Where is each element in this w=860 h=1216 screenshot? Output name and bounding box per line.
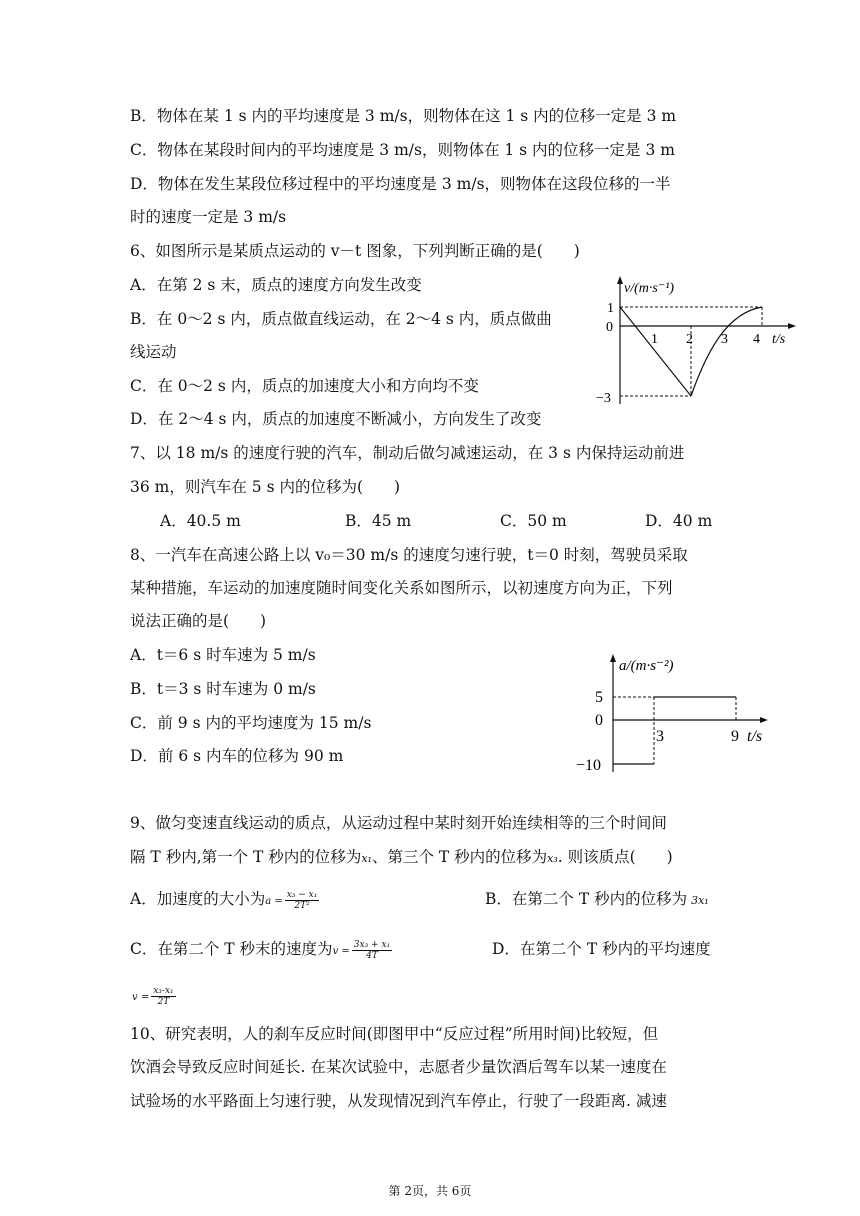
q9-stem-part-c: . 则该质点( ) — [557, 848, 673, 866]
q9-option-c-text: C．在第二个 T 秒末的速度为 — [130, 940, 333, 958]
vt-xlabel: t/s — [772, 332, 786, 347]
q9-option-d-num: x₃-x₁ — [153, 985, 174, 996]
q6-option-d: D．在 2～4 s 内，质点的加速度不断减小，方向发生了改变 — [130, 410, 542, 428]
q8-option-c: C．前 9 s 内的平均速度为 15 m/s — [130, 714, 372, 732]
q9-x1: x₁ — [361, 852, 372, 865]
vt-ytick-neg3: −3 — [596, 391, 611, 406]
q9-option-a-text: A．加速度的大小为 — [130, 890, 266, 908]
q7-option-a: A．40.5 m — [160, 512, 241, 530]
q6-option-b-cont: 线运动 — [130, 343, 177, 361]
vt-xtick-3: 3 — [721, 332, 728, 347]
q7-stem-cont: 36 m，则汽车在 5 s 内的位移为( ) — [130, 478, 401, 496]
q9-option-b-text: B．在第二个 T 秒内的位移为 — [485, 890, 688, 908]
q9-option-a-num: x₃ − x₁ — [286, 889, 318, 900]
vt-ylabel: v/(m·s⁻¹) — [624, 281, 675, 296]
vt-ytick-1: 1 — [607, 301, 614, 316]
at-xlabel: t/s — [747, 728, 763, 745]
q6-option-b: B．在 0～2 s 内，质点做直线运动，在 2～4 s 内，质点做曲 — [130, 310, 552, 328]
page-footer: 第 2页，共 6页 — [388, 1184, 472, 1198]
q5-option-c: C．物体在某段时间内的平均速度是 3 m/s，则物体在 1 s 内的位移一定是 3 m — [130, 141, 675, 159]
q10-line2: 饮酒会导致反应时间延长. 在某次试验中，志愿者少量饮酒后驾车以某一速度在 — [130, 1058, 667, 1076]
q9-option-a-den: 2T² — [294, 900, 310, 911]
q8-option-a: A．t＝6 s 时车速为 5 m/s — [130, 646, 316, 664]
q7-stem: 7、以 18 m/s 的速度行驶的汽车，制动后做匀减速运动，在 3 s 内保持运动前进 — [130, 444, 685, 462]
vt-graph — [590, 276, 800, 410]
at-ytick-neg10: −10 — [576, 757, 602, 774]
q6-stem: 6、如图所示是某质点运动的 v－t 图象，下列判断正确的是( ) — [130, 242, 580, 260]
q9-option-a-lhs: a = — [265, 896, 283, 907]
vt-xtick-2: 2 — [686, 332, 693, 347]
q9-option-c — [130, 939, 394, 962]
q9-stem-part-b: 、第三个 T 秒内的位移为 — [371, 848, 548, 866]
q6-option-a: A．在第 2 s 末，质点的速度方向发生改变 — [130, 276, 422, 294]
q10-line3: 试验场的水平路面上匀速行驶，从发现情况到汽车停止，行驶了一段距离. 减速 — [130, 1092, 667, 1110]
vt-xtick-1: 1 — [651, 332, 658, 347]
q9-stem-part-a: 隔 T 秒内,第一个 T 秒内的位移为 — [130, 848, 362, 866]
q9-option-b-val: 3x₁ — [691, 894, 709, 907]
vt-xtick-4: 4 — [753, 332, 760, 347]
q5-option-d: D．物体在发生某段位移过程中的平均速度是 3 m/s，则物体在这段位移的一半 — [130, 175, 671, 193]
q9-option-d-formula-line — [132, 985, 178, 1008]
q9-option-c-num: 3x₃ + x₁ — [353, 939, 391, 950]
q7-option-c: C．50 m — [500, 512, 567, 530]
q9-option-a-formula — [285, 890, 320, 911]
q6-option-c: C．在 0～2 s 内，质点的加速度大小和方向均不变 — [130, 377, 479, 395]
at-origin: 0 — [595, 712, 603, 729]
q9-option-c-lhs: v = — [332, 946, 350, 957]
q7-option-b: B．45 m — [345, 512, 412, 530]
at-xtick-9: 9 — [731, 728, 739, 745]
q9-option-c-formula — [352, 940, 392, 961]
at-graph — [570, 650, 790, 780]
q8-option-d: D．前 6 s 内车的位移为 90 m — [130, 747, 344, 765]
q9-stem: 9、做匀变速直线运动的质点，从运动过程中某时刻开始连续相等的三个时间间 — [130, 814, 667, 832]
q9-stem-cont — [130, 847, 673, 869]
at-xtick-3: 3 — [656, 728, 664, 745]
q5-option-b: B．物体在某 1 s 内的平均速度是 3 m/s，则物体在这 1 s 内的位移一定是 3 m — [130, 107, 677, 125]
q9-option-a — [130, 889, 321, 912]
vt-origin: 0 — [606, 320, 613, 335]
q8-stem: 8、一汽车在高速公路上以 v₀＝30 m/s 的速度匀速行驶，t＝0 时刻，驾驶员采取 — [130, 546, 688, 564]
q9-option-b — [485, 889, 709, 911]
q9-option-d-lhs: v = — [132, 992, 150, 1003]
at-ytick-5: 5 — [595, 689, 603, 706]
q9-option-c-den: 4T — [366, 950, 378, 961]
q8-stem-cont1: 某种措施，车运动的加速度随时间变化关系如图所示，以初速度方向为正，下列 — [130, 579, 673, 597]
q7-option-d: D．40 m — [645, 512, 713, 530]
q9-option-d-formula — [151, 986, 175, 1007]
q10-line1: 10、研究表明，人的刹车反应时间(即图甲中“反应过程”所用时间)比较短，但 — [130, 1025, 659, 1043]
q8-stem-cont2: 说法正确的是( ) — [130, 612, 267, 630]
q9-x3: x₃ — [547, 852, 558, 865]
at-ylabel: a/(m·s⁻²) — [619, 658, 674, 674]
q9-option-d-den: 2T — [157, 996, 170, 1007]
q8-option-b: B．t＝3 s 时车速为 0 m/s — [130, 680, 316, 698]
q5-option-d-cont: 时的速度一定是 3 m/s — [130, 208, 287, 226]
q9-option-d: D．在第二个 T 秒内的平均速度 — [492, 940, 711, 958]
